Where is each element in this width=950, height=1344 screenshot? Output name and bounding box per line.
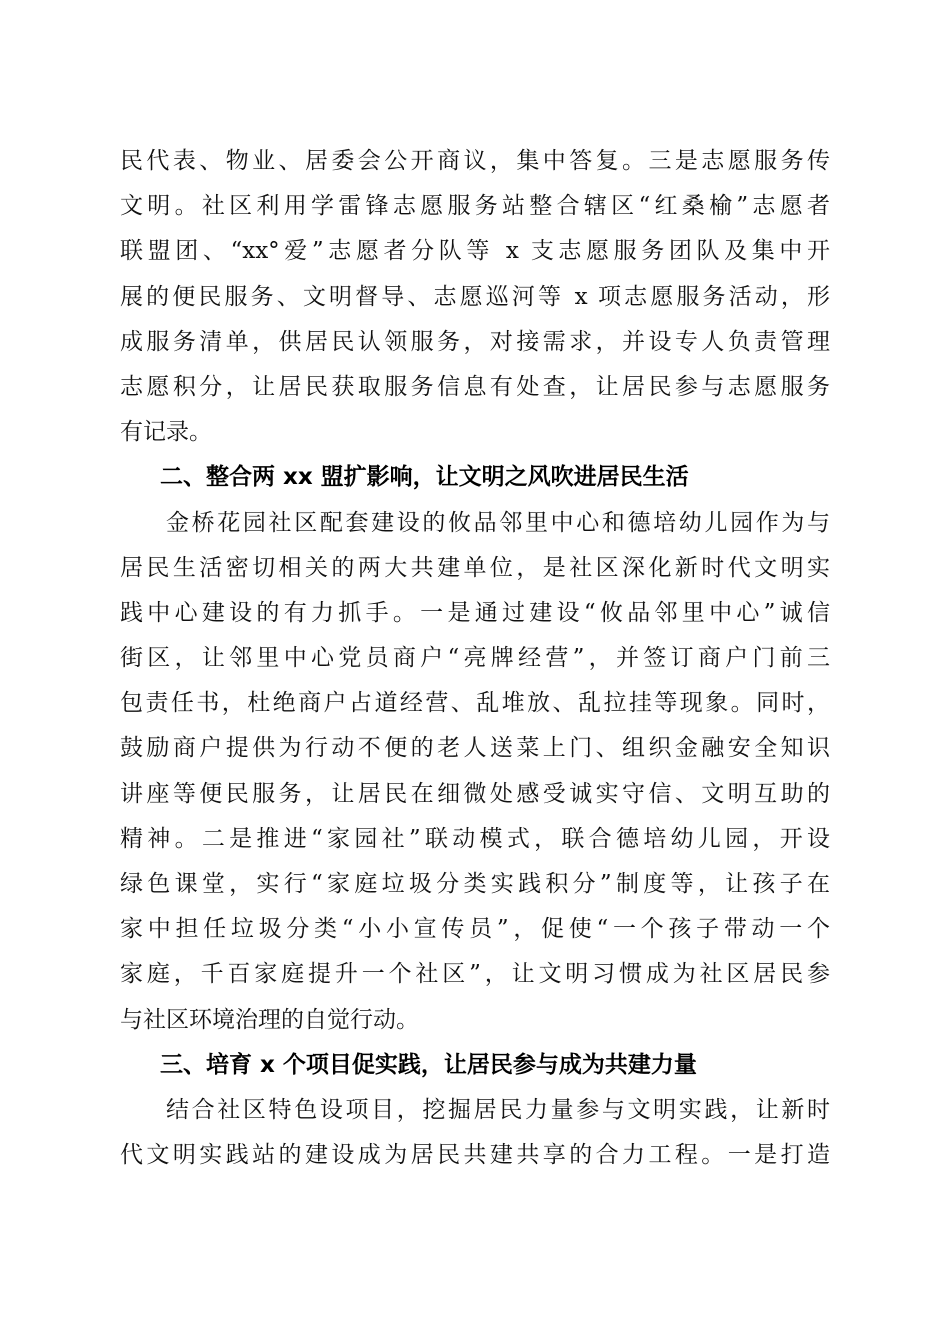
text-line: 联盟团、“xx°爱”志愿者分队等 x 支志愿服务团队及集中开 — [120, 238, 830, 265]
text-line: 成服务清单，供居民认领服务，对接需求，并设专人负责管理 — [120, 328, 830, 355]
text-line: 民代表、物业、居委会公开商议，集中答复。三是志愿服务传 — [120, 148, 830, 174]
text-line: 展的便民服务、文明督导、志愿巡河等 x 项志愿服务活动，形 — [120, 283, 830, 310]
paragraph-3 — [120, 1088, 830, 1178]
text-line: 代文明实践站的建设成为居民共建共享的合力工程。一是打造 — [120, 1142, 830, 1169]
text-line: 包责任书，杜绝商户占道经营、乱堆放、乱拉挂等现象。同时， — [120, 690, 830, 717]
text-line: 街区，让邻里中心党员商户“亮牌经营”，并签订商户门前三 — [120, 645, 830, 672]
text-line: 结合社区特色设项目，挖掘居民力量参与文明实践，让新时 — [166, 1096, 830, 1123]
text-line: 有记录。 — [120, 419, 212, 446]
document-body — [120, 139, 830, 1178]
text-line: 家中担任垃圾分类“小小宣传员”，促使“一个孩子带动一个 — [120, 916, 830, 943]
text-line: 志愿积分，让居民获取服务信息有处查，让居民参与志愿服务 — [120, 373, 830, 400]
paragraph-2 — [120, 501, 830, 1043]
paragraph-1 — [120, 139, 830, 455]
text-line: 践中心建设的有力抓手。一是通过建设“攸品邻里中心”诚信 — [120, 599, 830, 626]
text-line: 金桥花园社区配套建设的攸品邻里中心和德培幼儿园作为与 — [166, 509, 830, 536]
text-line: 鼓励商户提供为行动不便的老人送菜上门、组织金融安全知识 — [120, 735, 830, 762]
text-line: 绿色课堂，实行“家庭垃圾分类实践积分”制度等，让孩子在 — [120, 871, 830, 897]
section-heading-2: 二、整合两 xx 盟扩影响，让文明之风吹进居民生活 — [160, 464, 689, 491]
text-line: 精神。二是推进“家园社”联动模式，联合德培幼儿园，开设 — [120, 825, 830, 852]
text-line: 讲座等便民服务，让居民在细微处感受诚实守信、文明互助的 — [120, 780, 830, 807]
section-heading-3: 三、培育 x 个项目促实践，让居民参与成为共建力量 — [160, 1051, 697, 1078]
text-line: 居民生活密切相关的两大共建单位，是社区深化新时代文明实 — [120, 554, 830, 581]
text-line: 与社区环境治理的自觉行动。 — [120, 1006, 419, 1033]
text-line: 文明。社区利用学雷锋志愿服务站整合辖区“红桑榆”志愿者 — [120, 193, 830, 220]
text-line: 家庭，千百家庭提升一个社区”，让文明习惯成为社区居民参 — [120, 961, 830, 988]
